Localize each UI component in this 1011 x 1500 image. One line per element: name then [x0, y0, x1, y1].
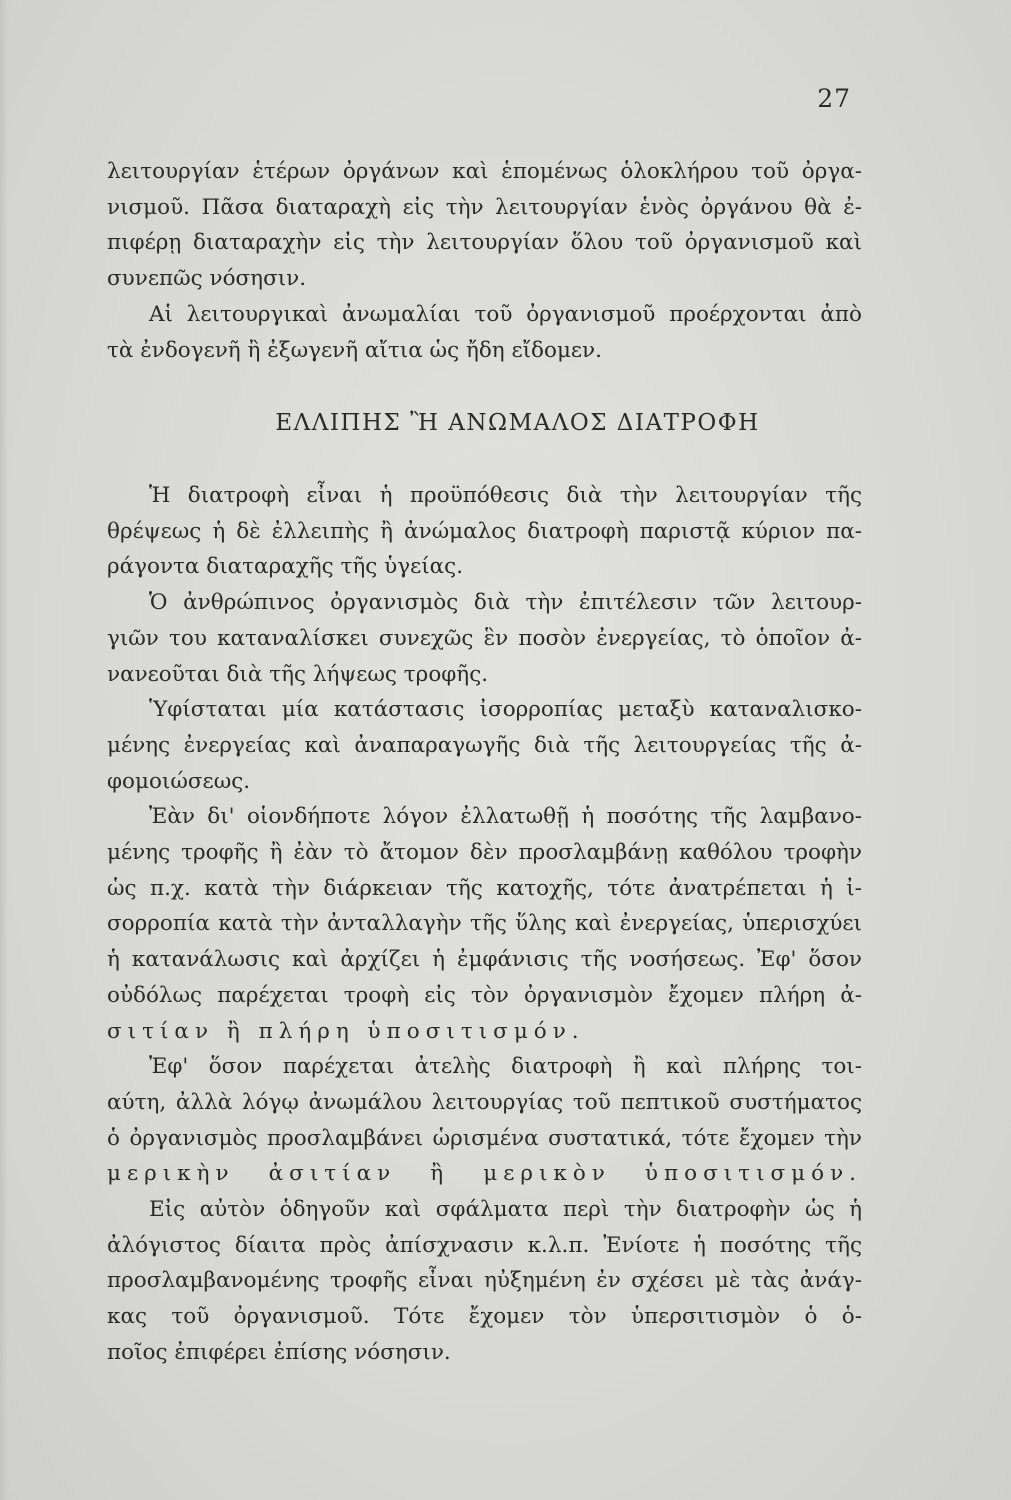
text-line: σορροπία κατὰ τὴν ἀνταλλαγὴν τῆς ὕλης καὶ ἐνεργείας, ὑπερισχύει: [107, 911, 862, 937]
text-line-emphasis: μερικὴν ἀσιτίαν ἢ μερικὸν ὑποσιτισμόν.: [107, 1161, 862, 1187]
text-line: ὁ ὀργανισμὸς προσλαμβάνει ὡρισμένα συστατικά, τότε ἔχομεν τὴν: [107, 1125, 862, 1151]
text-line: αύτη, ἀλλὰ λόγῳ ἀνωμάλου λειτουργίας τοῦ πεπτικοῦ συστήματος: [107, 1089, 862, 1115]
text-line: τὰ ἐνδογενῆ ἢ ἐξωγενῆ αἴτια ὡς ἤδη εἴδομεν.: [107, 337, 602, 363]
text-line: συνεπῶς νόσησιν.: [107, 266, 307, 292]
text-line: ἡ κατανάλωσις καὶ ἀρχίζει ἡ ἐμφάνισις τῆς νοσήσεως. Ἐφ' ὅσον: [107, 947, 862, 973]
text-line: Ὑφίσταται μία κατάστασις ἰσορροπίας μεταξὺ καταναλισκο-: [149, 697, 862, 723]
intro-paragraphs: [107, 154, 862, 368]
page-edge-shadow: [0, 0, 8, 1500]
page-number: 27: [817, 84, 851, 113]
text-line: πιφέρῃ διαταραχὴν εἰς τὴν λειτουργίαν ὅλου τοῦ ὀργανισμοῦ καὶ: [107, 230, 862, 256]
text-line: Αἱ λειτουργικαὶ ἀνωμαλίαι τοῦ ὀργανισμοῦ προέρχονται ἀπὸ: [149, 301, 862, 327]
text-line: Ἐφ' ὅσον παρέχεται ἀτελὴς διατροφὴ ἢ καὶ πλήρης τοι-: [149, 1054, 862, 1080]
text-line: ποῖος ἐπιφέρει ἐπίσης νόσησιν.: [107, 1339, 451, 1365]
text-line: θρέψεως ἡ δὲ ἐλλειπὴς ἢ ἀνώμαλος διατροφὴ παριστᾷ κύριον πα-: [107, 518, 862, 544]
text-line: λειτουργίαν ἑτέρων ὀργάνων καὶ ἑπομένως ὁλοκλήρου τοῦ ὀργα-: [107, 159, 862, 184]
text-line: Ἐὰν δι' οἱονδήποτε λόγον ἐλλατωθῇ ἡ ποσότης τῆς λαμβανο-: [149, 804, 862, 830]
text-line-emphasis: σιτίαν ἢ πλήρη ὑποσιτισμόν.: [107, 1018, 585, 1044]
text-line: νισμοῦ. Πᾶσα διαταραχὴ εἰς τὴν λειτουργίαν ἑνὸς ὀργάνου θὰ ἐ-: [107, 194, 862, 220]
text-line: οὐδόλως παρέχεται τροφὴ εἰς τὸν ὀργανισμὸν ἔχομεν πλήρη ἀ-: [107, 982, 862, 1008]
text-line: Ἡ διατροφὴ εἶναι ἡ προϋπόθεσις διὰ τὴν λειτουργίαν τῆς: [149, 483, 862, 508]
text-line: μένης τροφῆς ἢ ἐὰν τὸ ἄτομον δὲν προσλαμβάνῃ καθόλου τροφὴν: [107, 840, 862, 866]
text-line: ἀλόγιστος δίαιτα πρὸς ἀπίσχνασιν κ.λ.π. Ἐνίοτε ἡ ποσότης τῆς: [107, 1232, 862, 1258]
text-line: μένης ἐνεργείας καὶ ἀναπαραγωγῆς διὰ τῆς λειτουργείας τῆς ἀ-: [107, 732, 862, 758]
text-line: προσλαμβανομένης τροφῆς εἶναι ηὐξημένη ἐν σχέσει μὲ τὰς ἀνάγ-: [107, 1268, 862, 1294]
text-line: Ὁ ἀνθρώπινος ὀργανισμὸς διὰ τὴν ἐπιτέλεσιν τῶν λειτουρ-: [149, 590, 862, 616]
text-line: Εἰς αὐτὸν ὁδηγοῦν καὶ σφάλματα περὶ τὴν διατροφὴν ὡς ἡ: [149, 1197, 862, 1223]
text-line: φομοιώσεως.: [107, 768, 251, 794]
text-line: ράγοντα διαταραχῆς τῆς ὑγείας.: [107, 554, 464, 580]
text-line: νανεοῦται διὰ τῆς λήψεως τροφῆς.: [107, 661, 489, 687]
section-paragraphs: [107, 478, 862, 1371]
text-line: ὡς π.χ. κατὰ τὴν διάρκειαν τῆς κατοχῆς, τότε ἀνατρέπεται ἡ ἰ-: [107, 875, 862, 901]
text-line: κας τοῦ ὀργανισμοῦ. Τότε ἔχομεν τὸν ὑπερσιτισμὸν ὁ ὁ-: [107, 1304, 862, 1330]
section-heading: ΕΛΛΙΠΗΣ Ἢ ΑΝΩΜΑΛΟΣ ΔΙΑΤΡΟΦΗ: [275, 410, 760, 436]
text-line: γιῶν του καταναλίσκει συνεχῶς ἓν ποσὸν ἐνεργείας, τὸ ὁποῖον ἀ-: [107, 625, 862, 651]
